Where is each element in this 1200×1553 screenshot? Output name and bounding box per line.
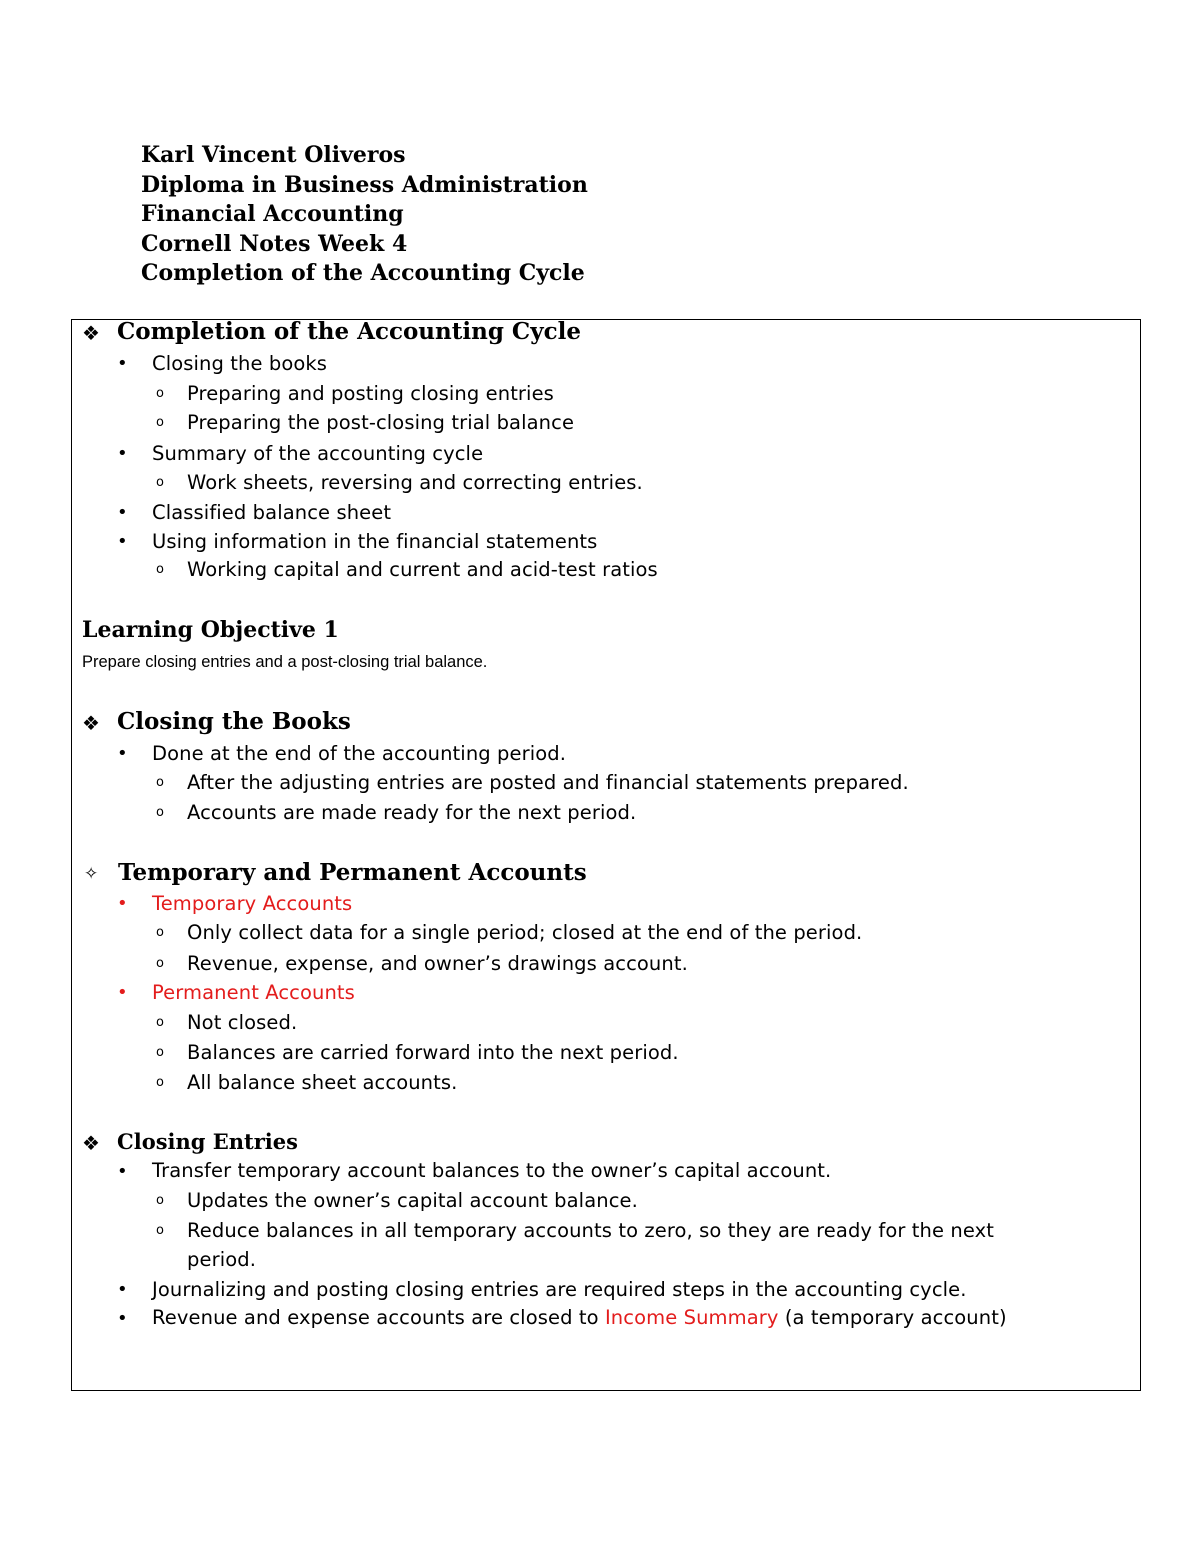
list-item-text: Revenue and expense accounts are closed to <box>152 1306 605 1329</box>
list-item: Balances are carried forward into the next period. <box>187 1041 679 1064</box>
list-item: Only collect data for a single period; closed at the end of the period. <box>187 921 863 944</box>
course-name: Financial Accounting <box>141 201 404 227</box>
document-header <box>141 141 588 289</box>
objective-text: Prepare closing entries and a post-closing trial balance. <box>82 653 488 671</box>
bullet-icon: • <box>117 1161 128 1182</box>
bullet-icon: • <box>117 1279 128 1300</box>
section-title: Closing the Books <box>117 708 351 735</box>
list-item: Not closed. <box>187 1011 298 1034</box>
sub-bullet-icon: o <box>156 925 164 940</box>
diamond-bullet-icon: ❖ <box>82 321 100 345</box>
bullet-icon: • <box>117 443 128 464</box>
sub-bullet-icon: o <box>156 775 164 790</box>
program-name: Diploma in Business Administration <box>141 171 588 198</box>
objective-title: Learning Objective 1 <box>82 617 339 643</box>
highlight-text: Income Summary <box>604 1306 779 1329</box>
sub-bullet-icon: o <box>156 805 164 820</box>
list-item: Using information in the financial statements <box>152 530 598 553</box>
list-item: Done at the end of the accounting period. <box>152 742 567 765</box>
author-name: Karl Vincent Oliveros <box>141 142 406 168</box>
list-item: Preparing and posting closing entries <box>187 382 554 405</box>
diamond-bullet-icon: ❖ <box>82 1131 100 1155</box>
bullet-icon: • <box>117 353 128 374</box>
list-item: Working capital and current and acid-test ratios <box>187 558 658 581</box>
topic-title: Completion of the Accounting Cycle <box>141 260 585 286</box>
bullet-icon: • <box>117 743 128 764</box>
list-item: Summary of the accounting cycle <box>152 442 484 465</box>
bullet-icon: • <box>117 531 128 552</box>
list-item-highlight: Temporary Accounts <box>152 892 353 915</box>
diamond-outline-bullet-icon: ✧ <box>84 864 99 884</box>
list-item-continuation: period. <box>187 1248 257 1271</box>
section-title: Completion of the Accounting Cycle <box>117 318 581 345</box>
list-item: Closing the books <box>152 352 328 375</box>
bullet-icon: • <box>117 982 128 1003</box>
list-item: Updates the owner’s capital account balance. <box>187 1189 638 1212</box>
sub-bullet-icon: o <box>156 1015 164 1030</box>
sub-bullet-icon: o <box>156 1193 164 1208</box>
list-item-highlight: Permanent Accounts <box>152 981 355 1004</box>
diamond-bullet-icon: ❖ <box>82 711 100 735</box>
sub-bullet-icon: o <box>156 562 164 577</box>
section-title: Temporary and Permanent Accounts <box>118 859 587 886</box>
list-item: Work sheets, reversing and correcting entries. <box>187 471 643 494</box>
notes-title: Cornell Notes Week 4 <box>141 230 408 257</box>
sub-bullet-icon: o <box>156 956 164 971</box>
section-title: Closing Entries <box>117 1129 298 1154</box>
list-item: Journalizing and posting closing entries are required steps in the accounting cycle. <box>152 1278 967 1301</box>
list-item: All balance sheet accounts. <box>187 1071 458 1094</box>
list-item <box>152 1306 1007 1329</box>
sub-bullet-icon: o <box>156 1223 164 1238</box>
bullet-icon: • <box>117 893 128 914</box>
bullet-icon: • <box>117 502 128 523</box>
sub-bullet-icon: o <box>156 415 164 430</box>
sub-bullet-icon: o <box>156 386 164 401</box>
list-item: Classified balance sheet <box>152 501 392 524</box>
list-item-text: (a temporary account) <box>778 1306 1007 1329</box>
list-item: Transfer temporary account balances to the owner’s capital account. <box>152 1159 832 1182</box>
sub-bullet-icon: o <box>156 1045 164 1060</box>
sub-bullet-icon: o <box>156 475 164 490</box>
list-item: Preparing the post-closing trial balance <box>187 411 575 434</box>
list-item: Reduce balances in all temporary accounts to zero, so they are ready for the next <box>187 1219 994 1242</box>
bullet-icon: • <box>117 1308 128 1329</box>
list-item: After the adjusting entries are posted and financial statements prepared. <box>187 771 909 794</box>
list-item: Accounts are made ready for the next period. <box>187 801 637 824</box>
list-item: Revenue, expense, and owner’s drawings account. <box>187 952 688 975</box>
sub-bullet-icon: o <box>156 1075 164 1090</box>
